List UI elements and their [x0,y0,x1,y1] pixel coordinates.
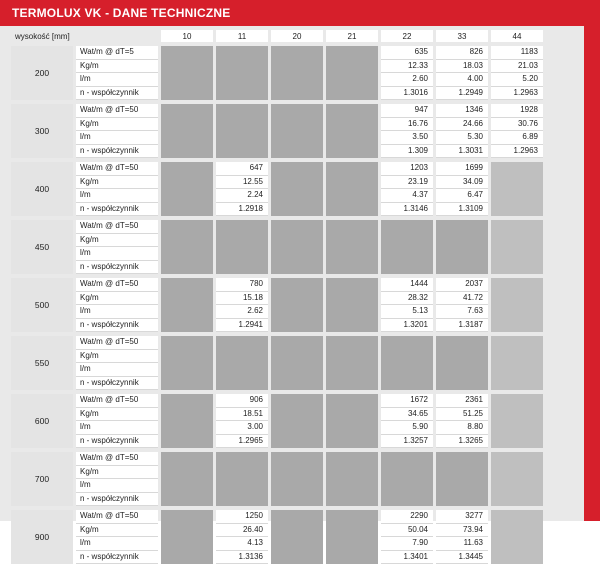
value-cell: 2361 [436,394,488,408]
value-cell: 1699 [436,162,488,176]
value-cell: 3277 [436,510,488,524]
value-cell: 8.80 [436,421,488,435]
unavailable-cell [271,278,323,332]
unavailable-cell [326,510,378,564]
row-label: Kg/m [76,350,158,364]
row-label: Wat/m @ dT=50 [76,452,158,466]
unavailable-cell [491,510,543,564]
unavailable-cell [326,336,378,390]
unavailable-cell [216,336,268,390]
value-cell: 12.33 [381,60,433,74]
table-row [11,336,543,350]
row-label: l/m [76,537,158,551]
table-header-row [11,30,543,42]
row-label: Wat/m @ dT=50 [76,510,158,524]
row-label: Kg/m [76,466,158,480]
value-cell: 1203 [381,162,433,176]
row-label: l/m [76,247,158,261]
row-label: Kg/m [76,176,158,190]
unavailable-cell [326,104,378,158]
row-label: n - współczynnik [76,551,158,564]
value-cell: 780 [216,278,268,292]
value-cell: 11.63 [436,537,488,551]
value-cell: 826 [436,46,488,60]
height-value: 550 [11,336,73,390]
value-cell: 1.309 [381,145,433,159]
unavailable-cell [381,336,433,390]
unavailable-cell [161,452,213,506]
type-column-header: 10 [161,30,213,42]
value-cell: 1.2963 [491,87,543,101]
value-cell: 5.30 [436,131,488,145]
value-cell: 16.76 [381,118,433,132]
value-cell: 1.3445 [436,551,488,564]
row-label: n - współczynnik [76,493,158,507]
value-cell: 1.3187 [436,319,488,333]
value-cell: 5.13 [381,305,433,319]
value-cell: 18.03 [436,60,488,74]
value-cell: 30.76 [491,118,543,132]
type-column-header: 20 [271,30,323,42]
value-cell: 1.3257 [381,435,433,449]
value-cell: 3.50 [381,131,433,145]
height-value: 500 [11,278,73,332]
type-column-header: 22 [381,30,433,42]
value-cell: 1250 [216,510,268,524]
value-cell: 73.94 [436,524,488,538]
unavailable-cell [326,278,378,332]
value-cell: 1.3136 [216,551,268,564]
unavailable-cell [326,162,378,216]
row-label: l/m [76,189,158,203]
value-cell: 4.00 [436,73,488,87]
value-cell: 2.62 [216,305,268,319]
table-row [11,46,543,60]
value-cell: 947 [381,104,433,118]
unavailable-cell [216,452,268,506]
value-cell: 12.55 [216,176,268,190]
row-label: n - współczynnik [76,319,158,333]
unavailable-cell [271,510,323,564]
unavailable-cell [161,278,213,332]
value-cell: 906 [216,394,268,408]
value-cell: 51.25 [436,408,488,422]
value-cell: 1.2918 [216,203,268,217]
unavailable-cell [436,220,488,274]
unavailable-cell [271,104,323,158]
table-row [11,394,543,408]
value-cell: 1.2965 [216,435,268,449]
value-cell: 4.37 [381,189,433,203]
table-row [11,220,543,234]
unavailable-cell [216,220,268,274]
value-cell: 21.03 [491,60,543,74]
row-label: n - współczynnik [76,435,158,449]
row-label: Wat/m @ dT=50 [76,162,158,176]
height-value: 600 [11,394,73,448]
unavailable-cell [326,220,378,274]
height-value: 700 [11,452,73,506]
unavailable-cell [216,104,268,158]
unavailable-cell [161,510,213,564]
row-label: n - współczynnik [76,203,158,217]
value-cell: 1.3201 [381,319,433,333]
value-cell: 1444 [381,278,433,292]
table-row [11,104,543,118]
row-label: n - współczynnik [76,145,158,159]
value-cell: 6.47 [436,189,488,203]
row-label: Wat/m @ dT=5 [76,46,158,60]
value-cell: 1.3265 [436,435,488,449]
value-cell: 26.40 [216,524,268,538]
value-cell: 50.04 [381,524,433,538]
value-cell: 1.3401 [381,551,433,564]
unavailable-cell [161,220,213,274]
page-title: TERMOLUX VK - DANE TECHNICZNE [0,0,584,26]
unavailable-cell [161,336,213,390]
unavailable-cell [491,336,543,390]
value-cell: 1672 [381,394,433,408]
unavailable-cell [161,394,213,448]
unavailable-cell [436,452,488,506]
value-cell: 7.63 [436,305,488,319]
unavailable-cell [271,220,323,274]
height-value: 300 [11,104,73,158]
row-label: Wat/m @ dT=50 [76,278,158,292]
unavailable-cell [161,46,213,100]
table-row [11,452,543,466]
value-cell: 3.00 [216,421,268,435]
value-cell: 28.32 [381,292,433,306]
table-row [11,162,543,176]
height-value: 400 [11,162,73,216]
height-column-header: wysokość [mm] [11,30,158,42]
value-cell: 34.09 [436,176,488,190]
value-cell: 4.13 [216,537,268,551]
value-cell: 647 [216,162,268,176]
value-cell: 1.2963 [491,145,543,159]
row-label: Kg/m [76,118,158,132]
value-cell: 34.65 [381,408,433,422]
value-cell: 7.90 [381,537,433,551]
unavailable-cell [271,394,323,448]
row-label: l/m [76,421,158,435]
value-cell: 635 [381,46,433,60]
value-cell: 1.3109 [436,203,488,217]
type-column-header: 33 [436,30,488,42]
unavailable-cell [491,452,543,506]
technical-data-table [8,30,546,564]
row-label: Wat/m @ dT=50 [76,104,158,118]
value-cell: 2.60 [381,73,433,87]
value-cell: 15.18 [216,292,268,306]
row-label: Wat/m @ dT=50 [76,394,158,408]
unavailable-cell [271,46,323,100]
value-cell: 41.72 [436,292,488,306]
unavailable-cell [326,452,378,506]
unavailable-cell [161,104,213,158]
unavailable-cell [216,46,268,100]
value-cell: 2290 [381,510,433,524]
value-cell: 2.24 [216,189,268,203]
value-cell: 1.3016 [381,87,433,101]
value-cell: 5.20 [491,73,543,87]
unavailable-cell [491,220,543,274]
type-column-header: 11 [216,30,268,42]
value-cell: 2037 [436,278,488,292]
value-cell: 6.89 [491,131,543,145]
row-label: Kg/m [76,234,158,248]
unavailable-cell [326,394,378,448]
type-column-header: 44 [491,30,543,42]
unavailable-cell [161,162,213,216]
value-cell: 23.19 [381,176,433,190]
row-label: Kg/m [76,408,158,422]
row-label: Kg/m [76,292,158,306]
unavailable-cell [271,336,323,390]
side-accent-bar [584,0,600,521]
row-label: l/m [76,131,158,145]
row-label: n - współczynnik [76,261,158,275]
value-cell: 1.2949 [436,87,488,101]
value-cell: 1928 [491,104,543,118]
row-label: n - współczynnik [76,87,158,101]
table-row [11,278,543,292]
unavailable-cell [381,452,433,506]
value-cell: 1346 [436,104,488,118]
unavailable-cell [381,220,433,274]
value-cell: 24.66 [436,118,488,132]
row-label: n - współczynnik [76,377,158,391]
unavailable-cell [491,162,543,216]
unavailable-cell [271,162,323,216]
row-label: l/m [76,479,158,493]
value-cell: 1183 [491,46,543,60]
unavailable-cell [436,336,488,390]
table-row [11,510,543,524]
height-value: 450 [11,220,73,274]
value-cell: 1.2941 [216,319,268,333]
row-label: Wat/m @ dT=50 [76,220,158,234]
row-label: Kg/m [76,60,158,74]
value-cell: 18.51 [216,408,268,422]
row-label: Wat/m @ dT=50 [76,336,158,350]
row-label: l/m [76,73,158,87]
unavailable-cell [326,46,378,100]
type-column-header: 21 [326,30,378,42]
value-cell: 1.3146 [381,203,433,217]
value-cell: 5.90 [381,421,433,435]
row-label: Kg/m [76,524,158,538]
height-value: 900 [11,510,73,564]
unavailable-cell [271,452,323,506]
unavailable-cell [491,278,543,332]
row-label: l/m [76,305,158,319]
value-cell: 1.3031 [436,145,488,159]
row-label: l/m [76,363,158,377]
height-value: 200 [11,46,73,100]
unavailable-cell [491,394,543,448]
